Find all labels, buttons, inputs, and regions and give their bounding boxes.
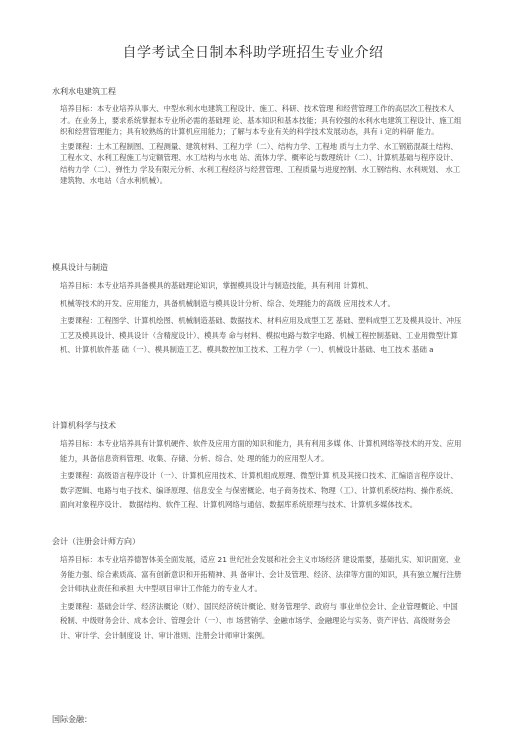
section-paragraph: 培养目标：本专业培养从事大、中型水利水电建筑工程设计、施工、科研、技术管理 和经营管理工作的高层次工程技术人才。在业务上，要求系统掌握本专业所必需的基础理 论、基本知识和基本技能；具有较强的水利水电建筑工程设计、施工组织和经营管理能力；具有较熟练的计算机应用能力；了解与本专业有关的科学技术发展动态，具有 i 定的科研 能力。	[60, 104, 462, 136]
section-paragraph: 机械等技术的开发、应用能力，具备机械制造与模具设计分析、综合、处理能力的高级 应用技术人才。	[60, 298, 395, 308]
section-paragraph: 培养目标：本专业培养具有计算机硬件、软件及应用方面的知识和能力，具有利用多媒 体、计算机网络等技术的开发、应用能力，具备信息资料管理、收集、存储、分析、综合、处 理的能力的应用型人才。	[60, 439, 462, 463]
section-title: 水利水电建筑工程	[52, 87, 116, 96]
page-title: 自学考试全日制本科助学班招生专业介绍	[122, 45, 384, 61]
section-paragraph: 培养目标：本专业培养德智体美全面发展，适应 21 世纪社会发展和社会主义市场经济 建设需要，基础扎实、知识面宽、业务能力强、综合素质高、富有创新意识和开拓精神、具 备审计、会计及管理、经济、法律等方面的知识，具有独立履行注册会计师执业责任和承担 大中型项目审计工作能力的专业人才。	[60, 555, 462, 593]
section-paragraph: 主要课程：土木工程制图、工程测量、建筑材料、工程力学（二）、结构力学、工程地 质与土力学、水工钢筋混凝土结构、工程水文、水利工程施工与定额管理、水工结构与水电 站、流体力学、概率论与数理统计（二）、计算机基础与程序设计、结构力学（二）、弹性力 学及有限元分析、水利工程经济与经营管理、工程质量与进度控制、水工钢结构、水利规划、 水工建筑物、水电站（含水利机械）。	[60, 141, 461, 185]
section-paragraph: 培养目标：本专业培养具备模具的基础理论知识，掌握模具设计与制造技能，具有利用 计算机、	[60, 281, 373, 290]
section-computer-science	[52, 420, 462, 516]
section-mold-design	[52, 262, 462, 361]
section-hydraulic-engineering	[52, 86, 462, 190]
section-title: 计算机科学与技术	[52, 421, 116, 430]
section-paragraph: 主要课程：工程图学、计算机绘图、机械制造基础、数据技术、材料应用及成型工艺 基础、塑料成型工艺及模具设计、冲压工艺及模具设计、模具设计（含精度设计）、模具寿 命与材料、模拟电路与数字电路、机械工程控制基础、工业用微型计算机、计算机软件基 础（一）、模具制造工艺、模具数控加工技术、工程力学（一）、机械设计基础、电工技术 基础 a	[60, 316, 462, 354]
section-paragraph: 主要课程：高级语言程序设计（一）、计算机应用技术、计算机组成原理、微型计算 机及其接口技术、汇编语言程序设计、数字逻辑、电路与电子技术、编译原理、信息安全 与保密概论、电子商务技术、物理（工）、计算机系统结构、操作系统、面向对象程序设计、 数据结构、软件工程、计算机网络与通信、数据库系统原理与技术、计算机多媒体技术。	[60, 471, 458, 509]
section-title: 模具设计与制造	[52, 263, 108, 272]
section-international-finance	[52, 714, 462, 731]
section-title: 国际金融：	[52, 715, 92, 724]
section-title: 会计（注册会计师方向）	[52, 537, 140, 546]
section-paragraph: 主要课程：基础会计学、经济法概论（财）、国民经济统计概论、财务管理学、政府与 事业单位会计、企业管理概论、中国税制、中级财务会计、成本会计、管理会计（一）、市 场营销学、金融市场学、金融理论与实务、资产评估、高级财务会计、审计学、会计制度设 计、审计准则、注册会计师审计案例。	[60, 601, 458, 640]
section-accounting	[52, 536, 462, 646]
